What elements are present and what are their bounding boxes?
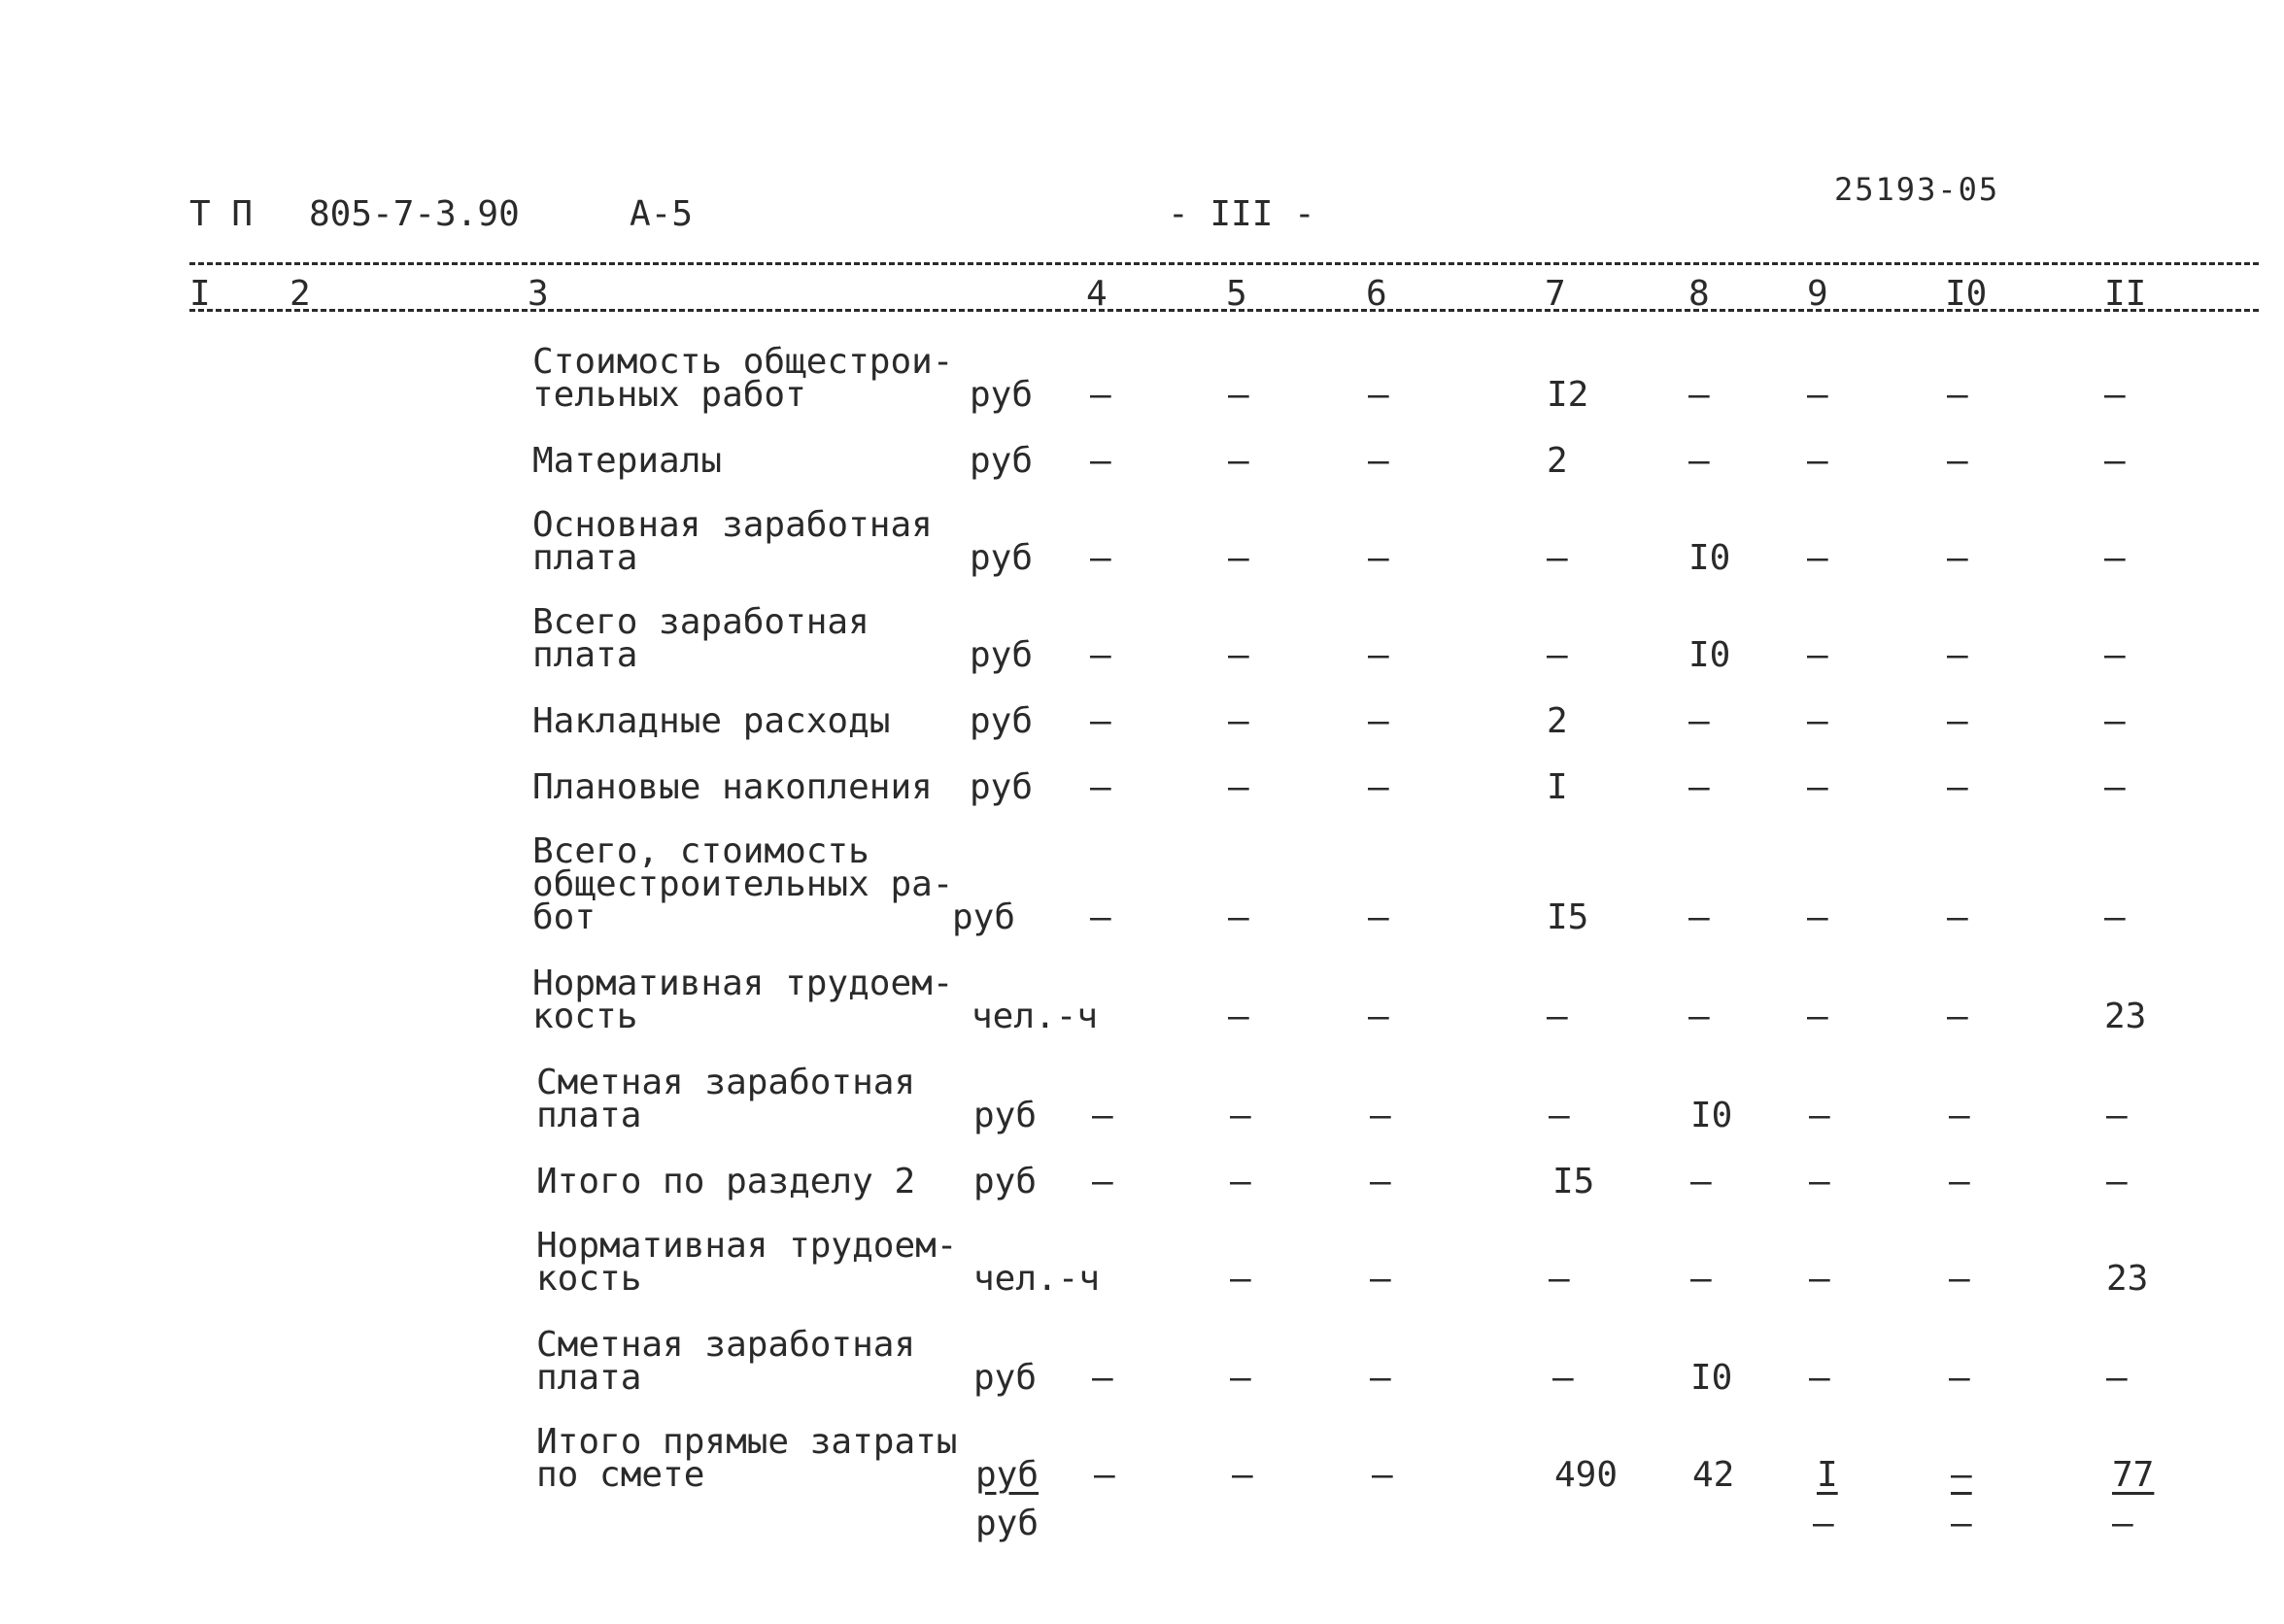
cell-col6: – bbox=[1368, 538, 1389, 578]
cell-col10: – bbox=[1951, 1455, 1972, 1495]
inventory-stamp: 25193-05 bbox=[1834, 171, 2000, 208]
cell-col9: – bbox=[1807, 897, 1828, 937]
row-description: Материалы bbox=[532, 441, 723, 481]
cell-col9: – bbox=[1807, 767, 1828, 807]
column-number-10: I0 bbox=[1945, 274, 1988, 314]
cell-col5: – bbox=[1228, 441, 1249, 481]
cell-col10: – bbox=[1947, 701, 1968, 741]
cell-col5: – bbox=[1228, 635, 1249, 675]
cell-col4: – bbox=[1090, 767, 1111, 807]
row-unit: руб bbox=[970, 767, 1034, 807]
cell-col8: – bbox=[1688, 997, 1710, 1036]
column-number-7: 7 bbox=[1545, 274, 1566, 314]
cell-col11: 23 bbox=[2106, 1259, 2149, 1299]
row-unit: руб bbox=[973, 1358, 1038, 1398]
column-number-9: 9 bbox=[1807, 274, 1828, 314]
cell-col10: – bbox=[1949, 1358, 1970, 1398]
cell-col9: I bbox=[1817, 1455, 1838, 1495]
row-description: Накладные расходы bbox=[532, 701, 891, 741]
column-number-2: 2 bbox=[290, 274, 311, 314]
cell-col11: 23 bbox=[2104, 997, 2147, 1036]
cell-col9: – bbox=[1807, 441, 1828, 481]
header-rule-top bbox=[189, 262, 2259, 265]
cell-col10: – bbox=[1949, 1259, 1970, 1299]
cell-col6: – bbox=[1368, 441, 1389, 481]
cell-col11: – bbox=[2104, 767, 2126, 807]
cell-col10: – bbox=[1947, 635, 1968, 675]
cell-col11: 77 bbox=[2112, 1455, 2155, 1495]
cell-col7: – bbox=[1549, 1259, 1570, 1299]
column-number-5: 5 bbox=[1226, 274, 1247, 314]
cell-col9: – bbox=[1809, 1162, 1830, 1201]
cell-col11: – bbox=[2106, 1096, 2128, 1135]
cell-col5: – bbox=[1230, 1259, 1251, 1299]
column-number-3: 3 bbox=[528, 274, 549, 314]
row-description: Нормативная трудоем- кость bbox=[532, 964, 954, 1036]
column-number-4: 4 bbox=[1086, 274, 1108, 314]
cell-col8: – bbox=[1688, 375, 1710, 415]
cell-col4: – bbox=[1092, 1358, 1113, 1398]
cell-col11: – bbox=[2106, 1358, 2128, 1398]
page-number: - III - bbox=[1168, 194, 1315, 234]
album-label: А-5 bbox=[630, 194, 694, 234]
cell-col9: – bbox=[1807, 375, 1828, 415]
cell-col10: – bbox=[1947, 767, 1968, 807]
cell-col7: – bbox=[1549, 1096, 1570, 1135]
row-unit: руб bbox=[970, 441, 1034, 481]
row-description: Нормативная трудоем- кость bbox=[536, 1226, 958, 1299]
cell-col6: – bbox=[1368, 375, 1389, 415]
cell-col8: I0 bbox=[1688, 538, 1731, 578]
row-unit: руб bbox=[970, 635, 1034, 675]
row-description: Итого по разделу 2 bbox=[536, 1162, 916, 1201]
cell-col4: – bbox=[1094, 1455, 1115, 1495]
row-description: Всего заработная плата bbox=[532, 602, 869, 675]
row-unit: руб bbox=[973, 1096, 1038, 1135]
column-number-8: 8 bbox=[1688, 274, 1710, 314]
final-cell-col10: – bbox=[1951, 1504, 1972, 1543]
cell-col8: – bbox=[1688, 767, 1710, 807]
cell-col8: 42 bbox=[1692, 1455, 1735, 1495]
cell-col7: 2 bbox=[1547, 701, 1568, 741]
cell-col9: – bbox=[1809, 1096, 1830, 1135]
cell-col4: – bbox=[1090, 701, 1111, 741]
cell-col8: I0 bbox=[1690, 1096, 1733, 1135]
row-unit: чел.-ч bbox=[972, 997, 1099, 1036]
row-description: Основная заработная плата bbox=[532, 505, 933, 578]
cell-col11: – bbox=[2104, 375, 2126, 415]
cell-col10: – bbox=[1949, 1096, 1970, 1135]
cell-col10: – bbox=[1947, 375, 1968, 415]
cell-col7: I bbox=[1547, 767, 1568, 807]
cell-col4: – bbox=[1092, 1162, 1113, 1201]
cell-col4: – bbox=[1092, 1096, 1113, 1135]
cell-col10: – bbox=[1949, 1162, 1970, 1201]
cell-col11: – bbox=[2104, 635, 2126, 675]
cell-col6: – bbox=[1372, 1455, 1393, 1495]
cell-col6: – bbox=[1368, 897, 1389, 937]
cell-col4: – bbox=[1090, 538, 1111, 578]
cell-col5: – bbox=[1228, 701, 1249, 741]
series-label: Т П bbox=[189, 194, 254, 234]
cell-col9: – bbox=[1809, 1358, 1830, 1398]
cell-col4: – bbox=[1090, 897, 1111, 937]
column-number-1: I bbox=[189, 274, 211, 314]
cell-col8: I0 bbox=[1688, 635, 1731, 675]
cell-col7: 2 bbox=[1547, 441, 1568, 481]
final-row-unit: руб bbox=[975, 1504, 1040, 1543]
row-description: Всего, стоимость общестроительных ра- бот bbox=[532, 831, 954, 937]
cell-col10: – bbox=[1947, 441, 1968, 481]
cell-col7: I5 bbox=[1552, 1162, 1595, 1201]
cell-col8: I0 bbox=[1690, 1358, 1733, 1398]
cell-col5: – bbox=[1230, 1358, 1251, 1398]
row-description: Сметная заработная плата bbox=[536, 1063, 916, 1135]
cell-col6: – bbox=[1368, 997, 1389, 1036]
row-unit: руб bbox=[970, 375, 1034, 415]
cell-col4: – bbox=[1090, 635, 1111, 675]
cell-col6: – bbox=[1370, 1358, 1391, 1398]
cell-col9: – bbox=[1807, 635, 1828, 675]
cell-col5: – bbox=[1228, 997, 1249, 1036]
cell-col11: – bbox=[2104, 701, 2126, 741]
cell-col6: – bbox=[1370, 1259, 1391, 1299]
cell-col8: – bbox=[1690, 1259, 1712, 1299]
cell-col9: – bbox=[1807, 997, 1828, 1036]
cell-col5: – bbox=[1228, 767, 1249, 807]
cell-col10: – bbox=[1947, 997, 1968, 1036]
cell-col7: – bbox=[1547, 538, 1568, 578]
cell-col11: – bbox=[2106, 1162, 2128, 1201]
row-unit: руб bbox=[973, 1162, 1038, 1201]
cell-col4: – bbox=[1090, 375, 1111, 415]
cell-col11: – bbox=[2104, 538, 2126, 578]
cell-col7: – bbox=[1552, 1358, 1574, 1398]
cell-col9: – bbox=[1807, 701, 1828, 741]
column-number-11: II bbox=[2104, 274, 2147, 314]
row-unit: руб bbox=[975, 1455, 1040, 1495]
row-unit: руб bbox=[970, 701, 1034, 741]
cell-col11: – bbox=[2104, 441, 2126, 481]
cell-col6: – bbox=[1370, 1096, 1391, 1135]
cell-col9: – bbox=[1809, 1259, 1830, 1299]
cell-col11: – bbox=[2104, 897, 2126, 937]
final-cell-col11: – bbox=[2112, 1504, 2133, 1543]
cell-col7: I5 bbox=[1547, 897, 1589, 937]
cell-col6: – bbox=[1368, 635, 1389, 675]
final-cell-col9: – bbox=[1813, 1504, 1834, 1543]
row-description: Стоимость общестрои- тельных работ bbox=[532, 342, 954, 415]
cell-col8: – bbox=[1688, 701, 1710, 741]
document-code: 805-7-3.90 bbox=[309, 194, 520, 234]
cell-col8: – bbox=[1688, 897, 1710, 937]
cell-col8: – bbox=[1688, 441, 1710, 481]
cell-col4: – bbox=[1090, 441, 1111, 481]
row-unit: чел.-ч bbox=[973, 1259, 1101, 1299]
cell-col6: – bbox=[1370, 1162, 1391, 1201]
cell-col10: – bbox=[1947, 897, 1968, 937]
cell-col5: – bbox=[1230, 1162, 1251, 1201]
row-unit: руб bbox=[952, 897, 1016, 937]
cell-col9: – bbox=[1807, 538, 1828, 578]
cell-col6: – bbox=[1368, 767, 1389, 807]
cell-col5: – bbox=[1230, 1096, 1251, 1135]
row-description: Итого прямые затраты по смете bbox=[536, 1422, 958, 1495]
row-unit: руб bbox=[970, 538, 1034, 578]
row-description: Плановые накопления bbox=[532, 767, 933, 807]
cell-col5: – bbox=[1228, 897, 1249, 937]
cell-col7: – bbox=[1547, 997, 1568, 1036]
cell-col10: – bbox=[1947, 538, 1968, 578]
cell-col7: – bbox=[1547, 635, 1568, 675]
cell-col7: 490 bbox=[1554, 1455, 1619, 1495]
cell-col7: I2 bbox=[1547, 375, 1589, 415]
cell-col5: – bbox=[1228, 375, 1249, 415]
cell-col5: – bbox=[1232, 1455, 1253, 1495]
cell-col5: – bbox=[1228, 538, 1249, 578]
cell-col6: – bbox=[1368, 701, 1389, 741]
cell-col8: – bbox=[1690, 1162, 1712, 1201]
row-description: Сметная заработная плата bbox=[536, 1325, 916, 1398]
column-number-6: 6 bbox=[1366, 274, 1387, 314]
